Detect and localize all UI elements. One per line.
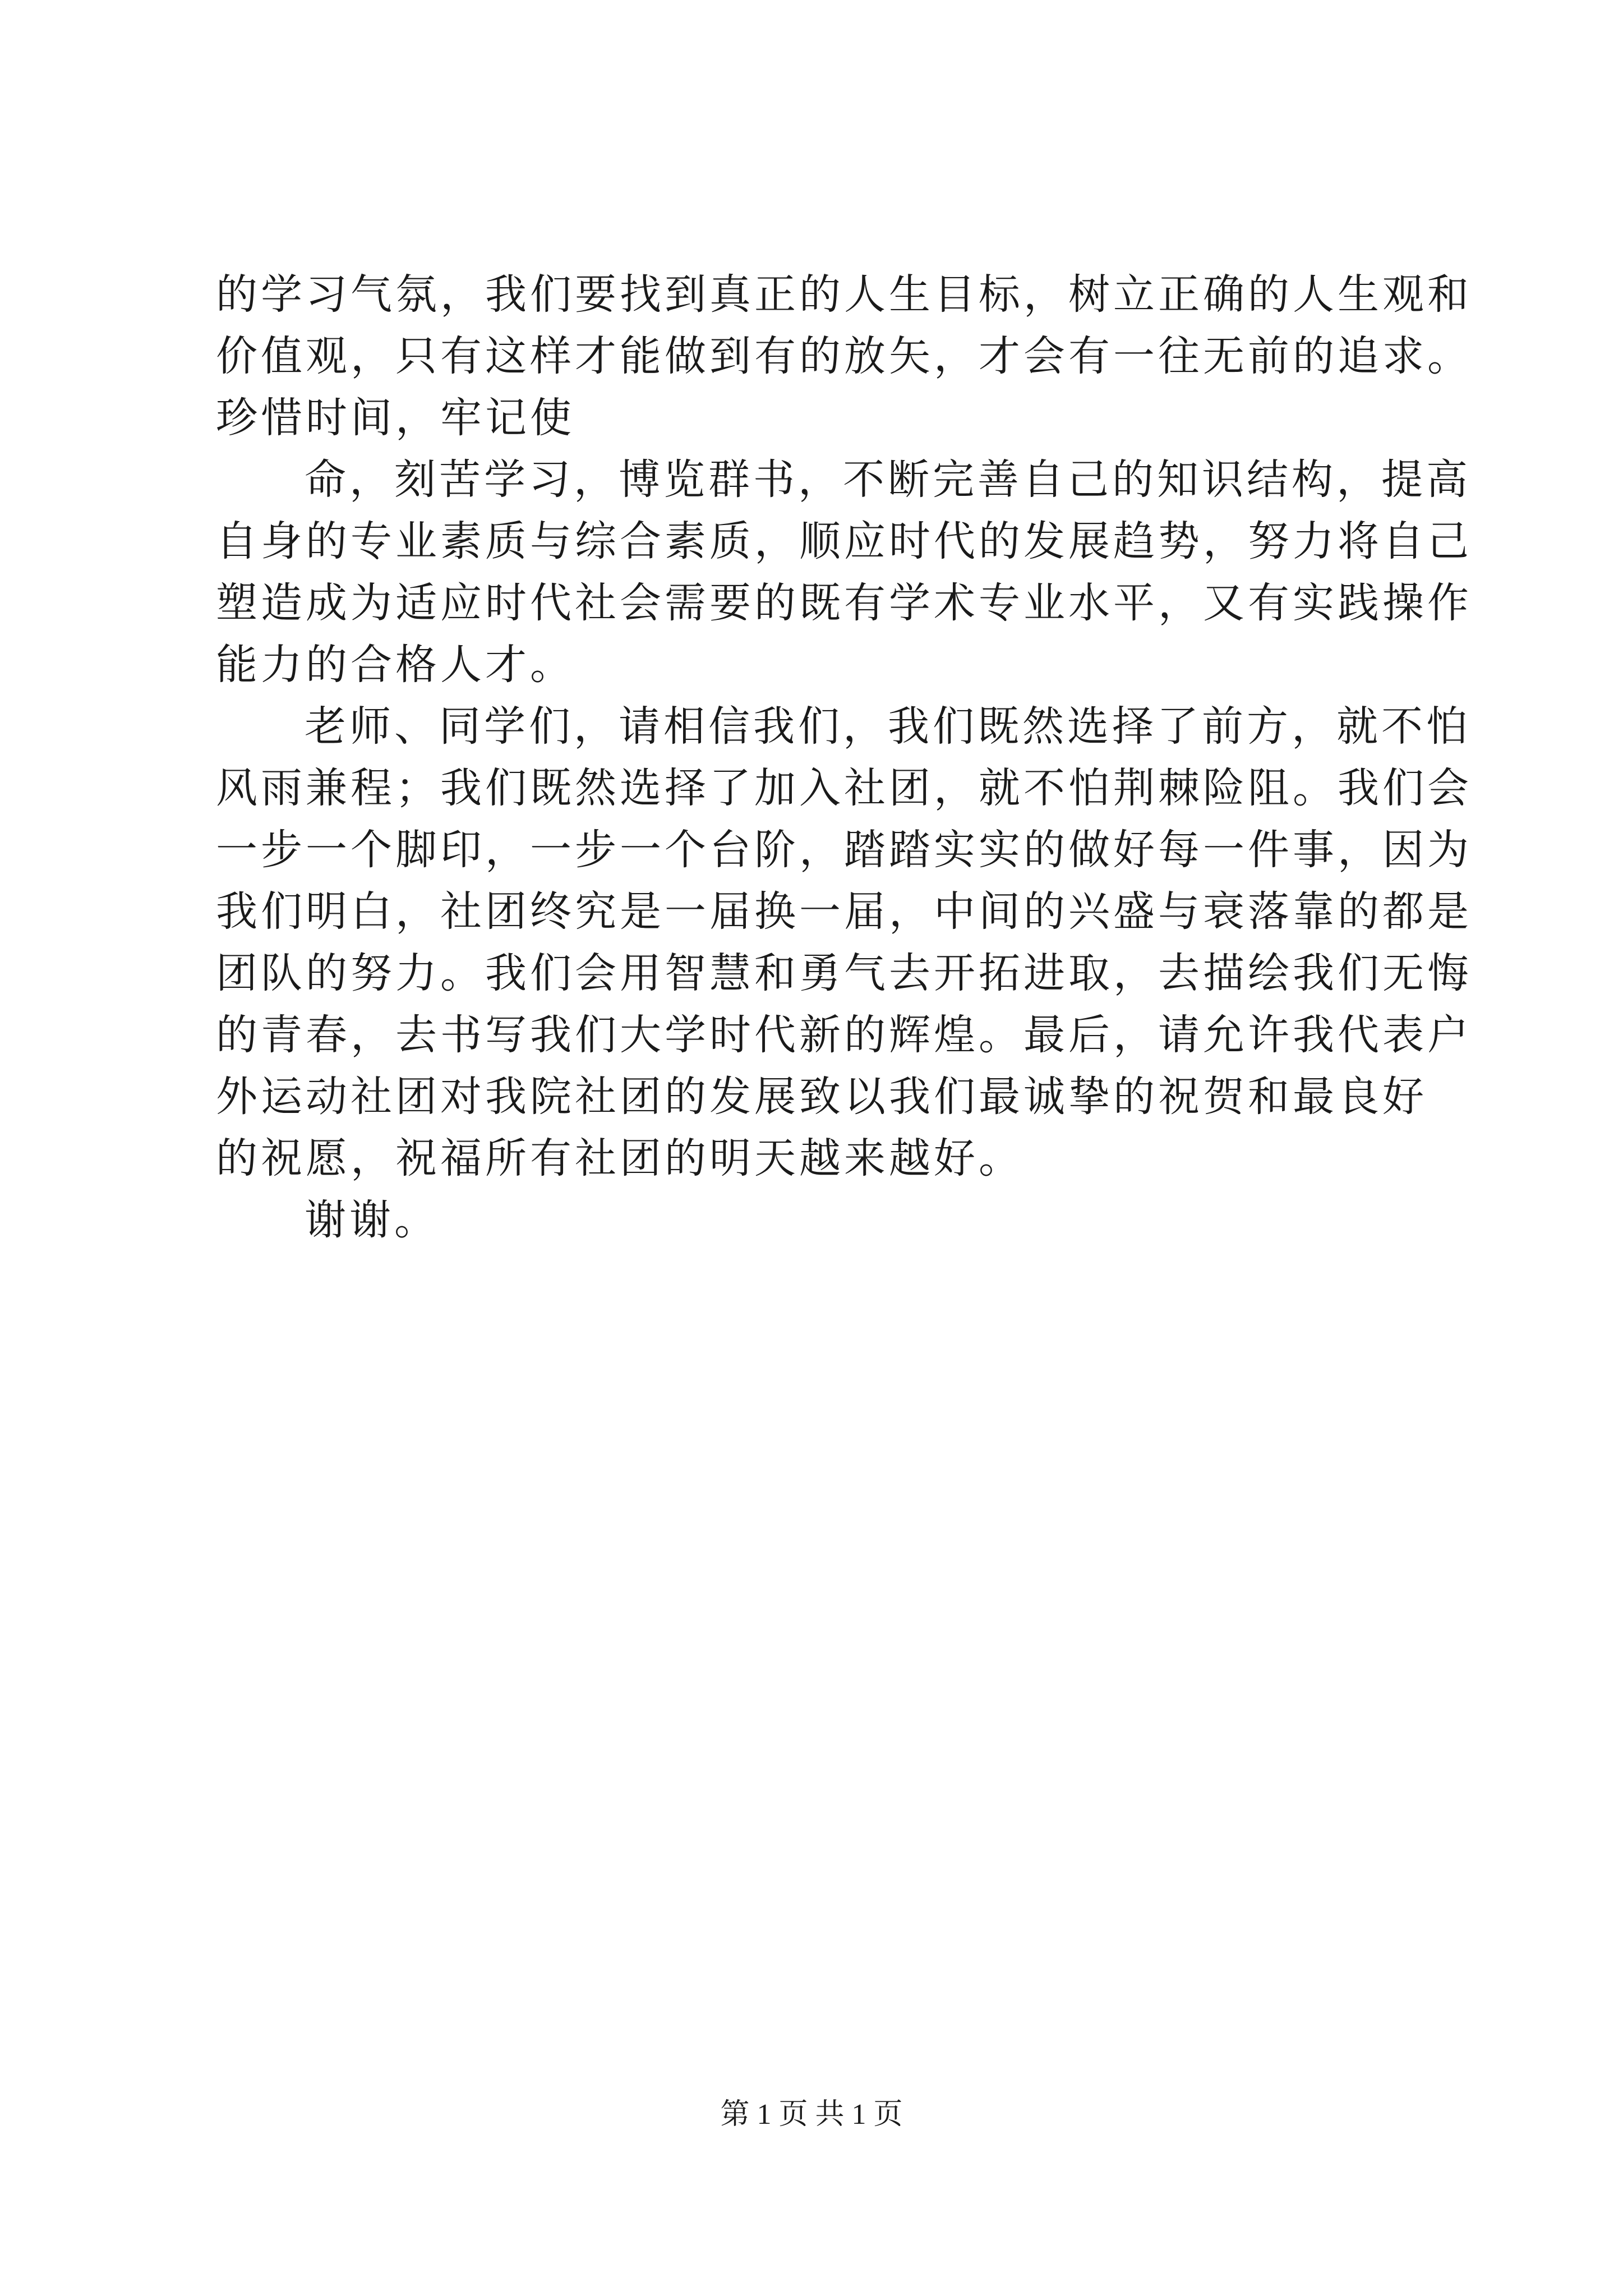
text-line: 命，刻苦学习，博览群书，不断完善自己的知识结构，提高: [305, 455, 1471, 504]
text-line: 价值观，只有这样才能做到有的放矢，才会有一往无前的追求。: [216, 332, 1472, 380]
text-line: 塑造成为适应时代社会需要的既有学术专业水平，又有实践操作: [216, 579, 1472, 627]
text-line: 的祝愿，祝福所有社团的明天越来越好。: [216, 1134, 1023, 1182]
text-line: 一步一个脚印，一步一个台阶，踏踏实实的做好每一件事，因为: [216, 826, 1472, 874]
text-line: 外运动社团对我院社团的发展致以我们最诚挚的祝贺和最良好: [216, 1073, 1427, 1121]
text-line: 谢谢。: [305, 1196, 439, 1244]
text-line: 团队的努力。我们会用智慧和勇气去开拓进取，去描绘我们无悔: [216, 949, 1472, 997]
text-line: 风雨兼程；我们既然选择了加入社团，就不怕荆棘险阻。我们会: [216, 764, 1472, 812]
text-line: 自身的专业素质与综合素质，顺应时代的发展趋势，努力将自己: [216, 517, 1472, 565]
document-body: [216, 264, 1472, 1251]
text-line: 珍惜时间，牢记使: [216, 394, 575, 442]
text-line: 老师、同学们，请相信我们，我们既然选择了前方，就不怕: [305, 702, 1471, 751]
text-line: 我们明白，社团终究是一届换一届，中间的兴盛与衰落靠的都是: [216, 887, 1472, 936]
page-footer: 第 1 页 共 1 页: [720, 2099, 903, 2131]
text-line: 能力的合格人才。: [216, 641, 575, 689]
text-line: 的学习气氛，我们要找到真正的人生目标，树立正确的人生观和: [216, 270, 1472, 319]
text-line: 的青春，去书写我们大学时代新的辉煌。最后，请允许我代表户: [216, 1011, 1472, 1059]
